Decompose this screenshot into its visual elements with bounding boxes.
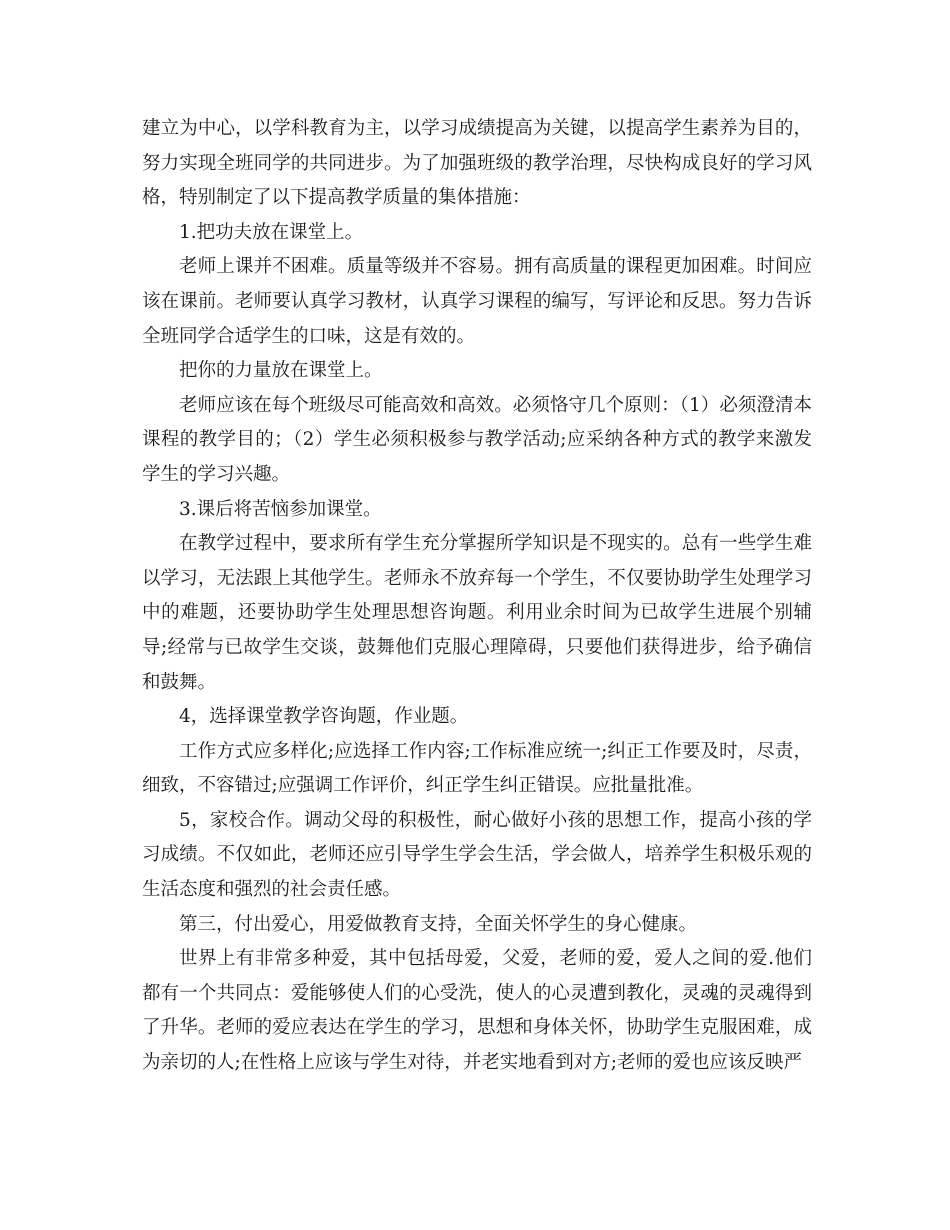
paragraph: 在教学过程中，要求所有学生充分掌握所学知识是不现实的。总有一些学生难以学习，无法跟上其他学生。老师永不放弃每一个学生，不仅要协助学生处理学习中的难题，还要协助学生处理思想咨询题。利用业余时间为已故学生进展个别辅导;经常与已故学生交谈，鼓舞他们克服心理障碍，只要他们获得进步，给予确信和鼓舞。 [142,533,812,693]
paragraph: 建立为中心，以学科教育为主，以学习成绩提高为关键，以提高学生素养为目的，努力实现全班同学的共同进步。为了加强班级的教学治理，尽快构成良好的学习风格，特别制定了以下提高教学质量的集体措施： [142,118,812,209]
paragraph: 5，家校合作。调动父母的积极性，耐心做好小孩的思想工作，提高小孩的学习成绩。不仅如此，老师还应引导学生学会生活，学会做人，培养学生积极乐观的生活态度和强烈的社会责任感。 [142,809,812,901]
paragraph: 第三，付出爱心，用爱做教育支持，全面关怀学生的身心健康。 [179,913,698,935]
paragraph: 工作方式应多样化;应选择工作内容;工作标准应统一;纠正工作要及时，尽责，细致，不容错过;应强调工作评价，纠正学生纠正错误。应批量批准。 [142,740,812,797]
paragraph: 3.课后将苦恼参加课堂。 [179,498,382,520]
paragraph: 世界上有非常多种爱，其中包括母爱，父爱，老师的爱，爱人之间的爱.他们都有一个共同点：爱能够使人们的心受洗，使人的心灵遭到教化，灵魂的灵魂得到了升华。老师的爱应表达在学生的学习，思想和身体关怀，协助学生克服困难，成为亲切的人;在性格上应该与学生对待，并老实地看到对方;老师的爱也应该反映严 [142,948,812,1074]
paragraph: 把你的力量放在课堂上。 [179,360,383,382]
paragraph: 老师应该在每个班级尽可能高效和高效。必须恪守几个原则：（1）必须澄清本课程的教学目的；（2）学生必须积极参与教学活动;应采纳各种方式的教学来激发学生的学习兴趣。 [142,394,812,485]
paragraph: 4，选择课堂教学咨询题，作业题。 [179,706,469,728]
document-body [142,112,812,1081]
paragraph: 老师上课并不困难。质量等级并不容易。拥有高质量的课程更加困难。时间应该在课前。老师要认真学习教材，认真学习课程的编写，写评论和反思。努力告诉全班同学合适学生的口味，这是有效的。 [142,256,812,347]
paragraph: 1.把功夫放在课堂上。 [179,221,364,243]
